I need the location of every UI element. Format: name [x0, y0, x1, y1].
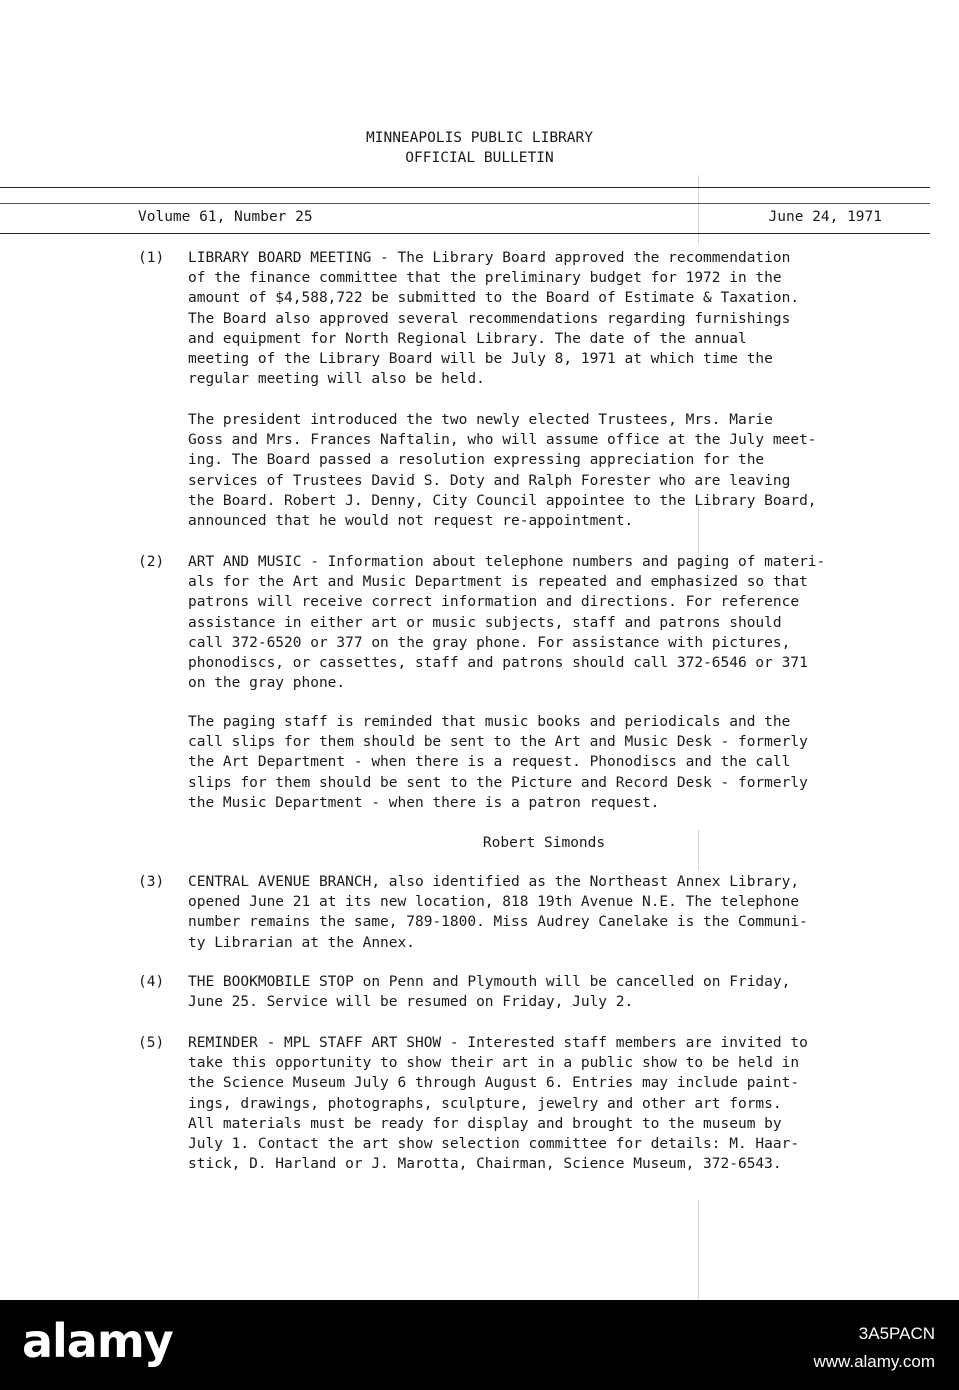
bulletin-header [0, 128, 959, 168]
item-number: (2) [138, 554, 165, 570]
item-paragraph: LIBRARY BOARD MEETING - The Library Board approved the recommendation of the finance committee that the preliminary budget for 1972 in the amount of $4,588,722 be submitted to the Board of Estimate & Taxation. The Board also approved several recommendations regarding furnishings and equipment for North Regional Library. The date of the annual meeting of the Library Board will be July 8, 1971 at which time the regular meeting will also be held. [188, 250, 800, 388]
bulletin-item-2-continued [138, 712, 908, 813]
bulletin-item-3 [138, 872, 908, 953]
header-rule-top [0, 187, 930, 188]
volume-number: Volume 61, Number 25 [138, 209, 313, 225]
bulletin-item-2 [138, 552, 908, 693]
scan-fold-mark [698, 1200, 699, 1300]
bulletin-item-1 [138, 248, 908, 389]
item-paragraph: CENTRAL AVENUE BRANCH, also identified as the Northeast Annex Library, opened June 21 at its new location, 818 19th Avenue N.E. The telephone number remains the same, 789-1800. Miss Audrey Canelake is the Communi- ty Librarian at the Annex. [188, 874, 808, 951]
item-number: (4) [138, 974, 165, 990]
item-paragraph: ART AND MUSIC - Information about telephone numbers and paging of materi- als for the Art and Music Department is repeated and emphasized so that patrons will receive correct information and directions. For reference assistance in either art or music subjects, staff and patrons should call 372-6520 or 377 on the gray phone. For assistance with pictures, phonodiscs, or cassettes, staff and patrons should call 372-6546 or 371 on the gray phone. [188, 554, 826, 692]
bulletin-item-1-continued [138, 410, 908, 531]
item-number: (3) [138, 874, 165, 890]
bulletin-title: OFFICIAL BULLETIN [405, 150, 554, 166]
watermark-banner [0, 1300, 959, 1390]
item-number: (5) [138, 1035, 165, 1051]
item-paragraph: THE BOOKMOBILE STOP on Penn and Plymouth will be cancelled on Friday, June 25. Service will be resumed on Friday, July 2. [188, 974, 791, 1011]
header-rule-bottom [0, 233, 930, 234]
watermark-image-code: 3A5PACN [858, 1324, 935, 1343]
item-number: (1) [138, 250, 165, 266]
bulletin-item-4 [138, 972, 908, 1012]
watermark-url: www.alamy.com [813, 1352, 935, 1371]
item-paragraph: The paging staff is reminded that music books and periodicals and the call slips for them should be sent to the Art and Music Desk - formerly the Art Department - when there is a request. Phonodiscs and the call slips for them should be sent to the Picture and Record Desk - formerly the Music Department - when there is a patron request. [188, 714, 808, 811]
library-name: MINNEAPOLIS PUBLIC LIBRARY [366, 130, 593, 146]
item-paragraph: REMINDER - MPL STAFF ART SHOW - Interested staff members are invited to take this opportunity to show their art in a public show to be held in the Science Museum July 6 through August 6. Entries may include paint- ings, drawings, photographs, sculpture, jewelry and other art forms. All materials must be ready for display and brought to the museum by July 1. Contact the art show selection committee for details: M. Haar- stick, D. Harland or J. Marotta, Chairman, Science Museum, 372-6543. [188, 1035, 808, 1173]
issue-date: June 24, 1971 [768, 209, 882, 225]
header-rule-secondary [0, 203, 930, 204]
author-signature: Robert Simonds [482, 835, 606, 851]
bulletin-item-5 [138, 1033, 908, 1174]
watermark-logo: alamy [22, 1314, 173, 1368]
issue-line [138, 207, 882, 227]
item-paragraph: The president introduced the two newly elected Trustees, Mrs. Marie Goss and Mrs. Frances Naftalin, who will assume office at the July meet- ing. The Board passed a resolution expressing appreciation for the services of Trustees David S. Doty and Ralph Forester who are leaving the Board. Robert J. Denny, City Council appointee to the Library Board, announced that he would not request re-appointment. [188, 412, 817, 530]
